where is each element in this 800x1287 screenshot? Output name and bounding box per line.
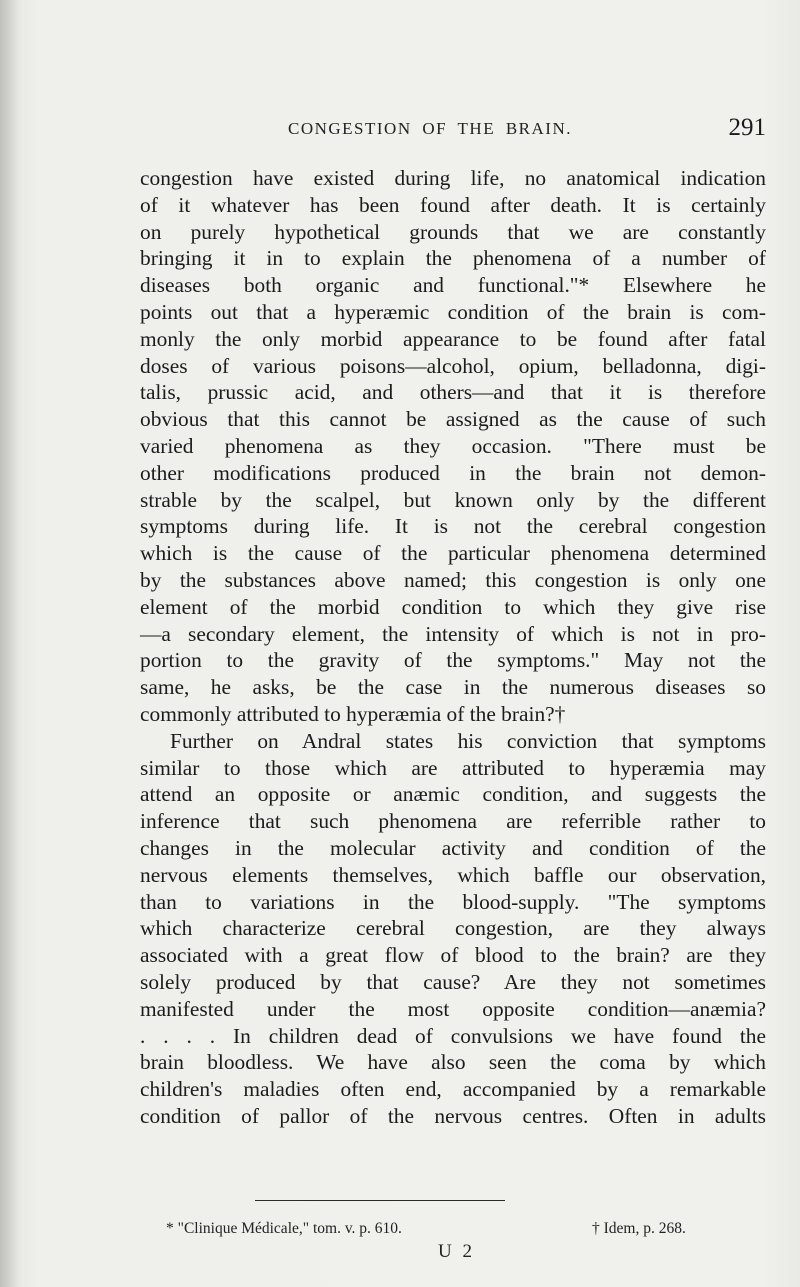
text-line: bringing it in to explain the phenomena of a number of	[140, 246, 766, 271]
page-number: 291	[728, 114, 766, 141]
text-line: congestion have existed during life, no anatomical indication	[140, 166, 766, 190]
text-line: by the substances above named; this congestion is only one	[140, 567, 766, 592]
paragraph-start-line: Further on Andral states his conviction that symptoms	[170, 728, 766, 753]
text-line: associated with a great flow of blood to the brain? are they	[140, 943, 766, 968]
footnote-idem: † Idem, p. 268.	[592, 1220, 686, 1237]
text-line: solely produced by that cause? Are they not sometimes	[140, 969, 766, 994]
text-line: doses of various poisons—alcohol, opium, belladonna, digi-	[140, 353, 766, 378]
text-line: diseases both organic and functional."* Elsewhere he	[140, 273, 766, 298]
text-line: strable by the scalpel, but known only by the different	[140, 487, 766, 512]
text-line: nervous elements themselves, which baffle our observation,	[140, 862, 766, 887]
text-line: symptoms during life. It is not the cerebral congestion	[140, 514, 766, 539]
binding-shadow	[0, 0, 20, 1287]
text-line: points out that a hyperæmic condition of the brain is com-	[140, 299, 766, 324]
text-line: which characterize cerebral congestion, are they always	[140, 916, 766, 941]
text-line: —a secondary element, the intensity of which is not in pro-	[140, 621, 766, 646]
text-line: other modifications produced in the brain not demon-	[140, 460, 766, 485]
text-line: same, he asks, be the case in the numerous diseases so	[140, 675, 766, 700]
text-line: attend an opposite or anæmic condition, and suggests the	[140, 782, 766, 807]
text-line: manifested under the most opposite condition—anæmia?	[140, 996, 766, 1021]
text-line: monly the only morbid appearance to be found after fatal	[140, 326, 766, 351]
footnote-divider	[255, 1200, 505, 1201]
running-title: CONGESTION OF THE BRAIN.	[288, 119, 572, 138]
text-line: of it whatever has been found after death. It is certainly	[140, 192, 766, 217]
text-line: element of the morbid condition to which they give rise	[140, 594, 766, 619]
text-line: than to variations in the blood-supply. "The symptoms	[140, 889, 766, 914]
text-line: varied phenomena as they occasion. "There must be	[140, 433, 766, 458]
body-text	[140, 165, 766, 1130]
text-line: talis, prussic acid, and others—and that it is therefore	[140, 380, 766, 405]
text-line: obvious that this cannot be assigned as the cause of such	[140, 407, 766, 432]
text-line: children's maladies often end, accompanied by a remarkable	[140, 1077, 766, 1102]
text-line: on purely hypothetical grounds that we are constantly	[140, 219, 766, 244]
text-line: brain bloodless. We have also seen the coma by which	[140, 1050, 766, 1075]
text-line: inference that such phenomena are referrible rather to	[140, 809, 766, 834]
text-line: changes in the molecular activity and condition of the	[140, 835, 766, 860]
text-line: portion to the gravity of the symptoms." May not the	[140, 648, 766, 673]
footnote-clinique-medicale: * "Clinique Médicale," tom. v. p. 610.	[166, 1220, 402, 1237]
signature-mark: U 2	[438, 1241, 475, 1262]
text-line: condition of pallor of the nervous centres. Often in adults	[140, 1103, 766, 1128]
text-line: which is the cause of the particular phenomena determined	[140, 541, 766, 566]
text-line: . . . . In children dead of convulsions we have found the	[140, 1023, 766, 1048]
text-line: commonly attributed to hyperæmia of the brain?†	[140, 701, 566, 726]
text-line: similar to those which are attributed to hyperæmia may	[140, 755, 766, 780]
